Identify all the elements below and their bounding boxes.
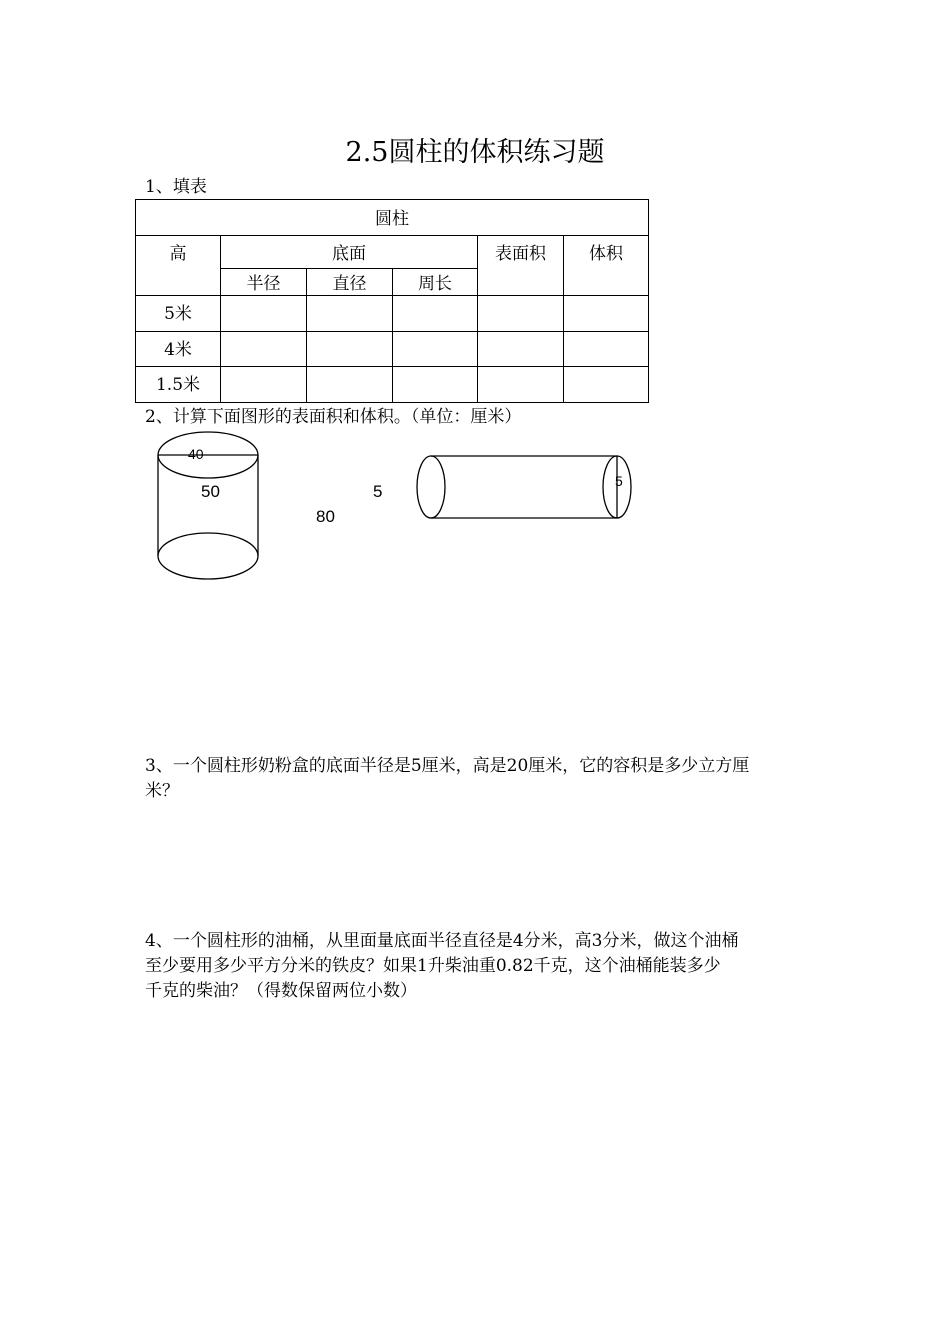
header-base: 底面: [221, 236, 478, 269]
header-radius: 半径: [221, 269, 307, 296]
row-height-value: 4米: [136, 332, 221, 367]
header-height: 高: [136, 236, 221, 296]
question-3-line-1: 3、一个圆柱形奶粉盒的底面半径是5厘米，高是20厘米，它的容积是多少立方厘: [145, 756, 750, 776]
row-height-value: 1.5米: [136, 367, 221, 403]
header-diameter: 直径: [307, 269, 393, 296]
question-4-line-3: 千克的柴油？（得数保留两位小数）: [145, 981, 417, 1001]
question-4-line-2: 至少要用多少平方分米的铁皮？如果1升柴油重0.82千克，这个油桶能装多少: [145, 956, 721, 976]
cylinder-left-ellipse: [417, 456, 445, 518]
fig1-diameter-label: 40: [188, 446, 204, 462]
vertical-cylinder-figure: [158, 432, 258, 579]
fig2-side-label: 5: [373, 482, 383, 501]
table-caption: 圆柱: [136, 200, 649, 236]
header-surface-area: 表面积: [478, 236, 564, 296]
question-4-line-1: 4、一个圆柱形的油桶，从里面量底面半径直径是4分米，高3分米，做这个油桶: [145, 931, 739, 951]
header-circumference: 周长: [393, 269, 478, 296]
question-2-text: 2、计算下面图形的表面积和体积。（单位：厘米）: [145, 407, 522, 427]
header-volume: 体积: [564, 236, 649, 296]
fig2-diameter-label: 5: [615, 473, 623, 489]
row-height-value: 5米: [136, 296, 221, 332]
cylinder-bottom-ellipse: [158, 533, 258, 579]
fig2-length-label: 80: [316, 507, 335, 526]
question-3-line-2: 米？: [145, 781, 179, 801]
question-1-label: 1、填表: [145, 177, 207, 197]
page-title: 2.5圆柱的体积练习题: [345, 137, 605, 168]
fig1-height-label: 50: [201, 482, 220, 501]
horizontal-cylinder-figure: [417, 456, 631, 518]
